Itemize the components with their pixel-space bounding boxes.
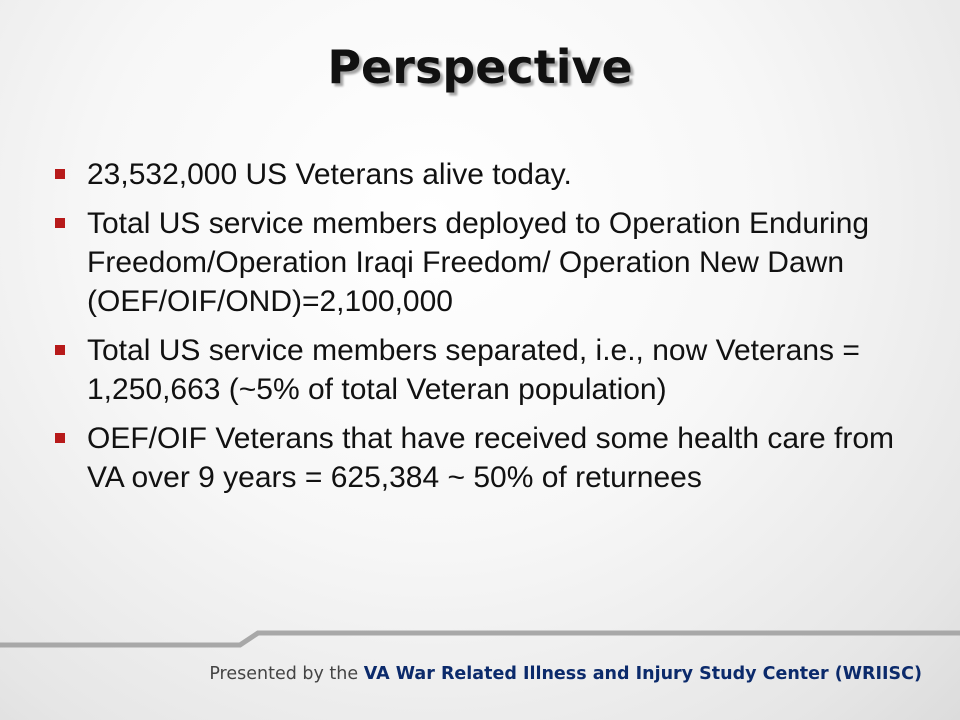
- bullet-item: [55, 331, 915, 409]
- bullet-list: [55, 155, 915, 507]
- bullet-text: 23,532,000 US Veterans alive today.: [87, 158, 572, 191]
- footer-credit: [209, 664, 922, 684]
- bullet-item: [55, 204, 915, 321]
- slide-title: Perspective: [327, 40, 633, 94]
- bullet-item: [55, 155, 915, 194]
- square-bullet-icon: [55, 218, 65, 228]
- footer-prefix: Presented by the: [209, 664, 359, 684]
- bullet-text: OEF/OIF Veterans that have received some health care from VA over 9 years = 625,384 ~ 50% of returnees: [87, 422, 895, 494]
- square-bullet-icon: [55, 433, 65, 443]
- square-bullet-icon: [55, 345, 65, 355]
- bullet-text: Total US service members separated, i.e., now Veterans = 1,250,663 (~5% of total Veteran population): [87, 334, 860, 406]
- footer-org: VA War Related Illness and Injury Study Center (WRIISC): [363, 664, 922, 684]
- footer-bar: [0, 628, 960, 720]
- bullet-item: [55, 419, 915, 497]
- bullet-text: Total US service members deployed to Operation Enduring Freedom/Operation Iraqi Freedom/ Operation New Dawn (OEF/OIF/OND)=2,100,000: [87, 207, 870, 318]
- square-bullet-icon: [55, 169, 65, 179]
